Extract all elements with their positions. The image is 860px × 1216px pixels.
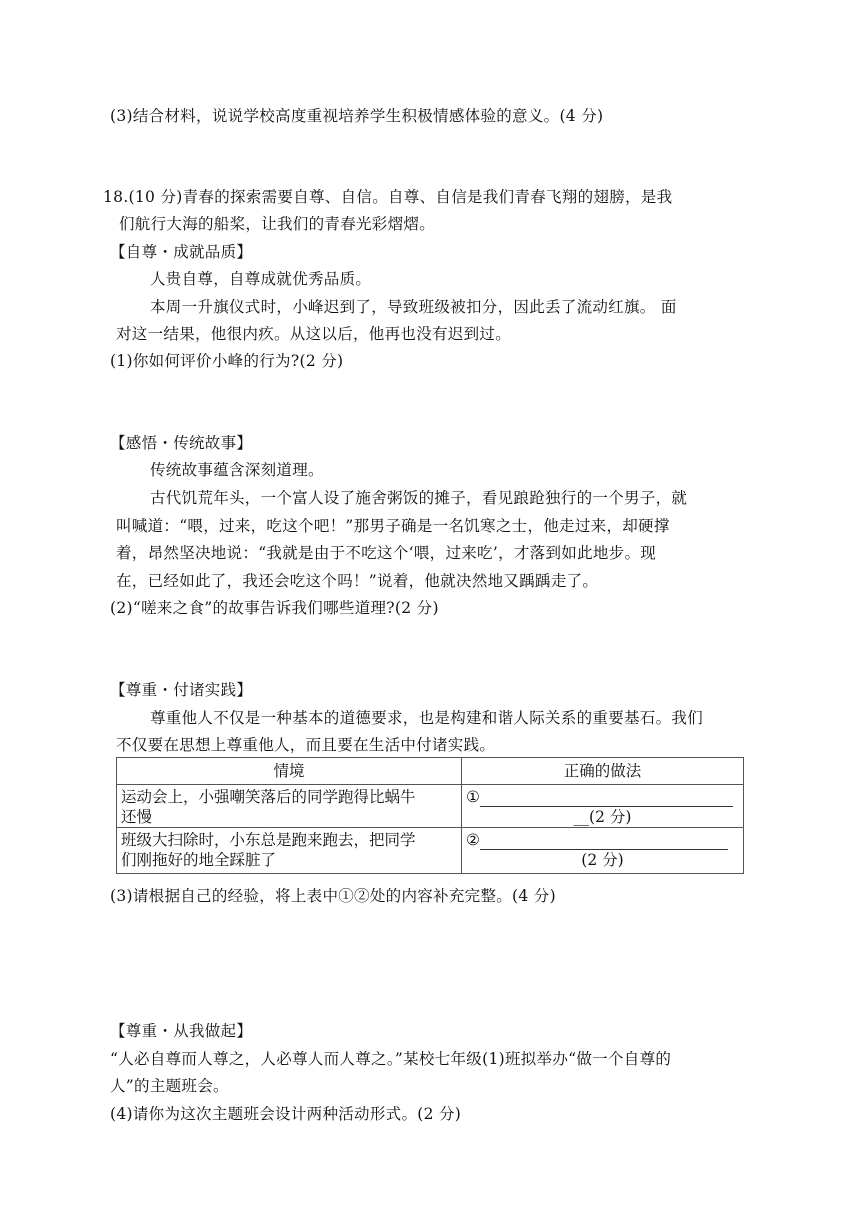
scene-2-line1: 班级大扫除时，小东总是跑来跑去，把同学 (121, 831, 416, 849)
section-heading-traditional-story: 【感悟・传统故事】 (110, 434, 253, 452)
answer-score-2: (2 分) (581, 851, 624, 869)
section-heading-start-with-me: 【尊重・从我做起】 (110, 1022, 253, 1040)
answer-marker-1: ① (466, 788, 480, 806)
table-row (117, 785, 744, 828)
question-18-1: (1)你如何评价小峰的行为?(2 分) (110, 352, 344, 370)
question-17-3: (3)结合材料，说说学校高度重视培养学生积极情感体验的意义。(4 分) (110, 107, 604, 125)
question-18-3: (3)请根据自己的经验，将上表中①②处的内容补充完整。(4 分) (110, 887, 556, 905)
table-cell-scene-2 (117, 828, 462, 874)
answer-blank-1[interactable] (480, 791, 733, 807)
table-header-row (117, 758, 744, 785)
section1-paragraph2-line1: 本周一升旗仪式时，小峰迟到了，导致班级被扣分，因此丢了流动红旗。 面 (150, 298, 677, 316)
practice-table (116, 757, 744, 874)
table-header-practice: 正确的做法 (462, 758, 744, 785)
table-row (117, 828, 744, 874)
scene-1-line2: 还慢 (121, 808, 153, 826)
section3-paragraph1-line1: 尊重他人不仅是一种基本的道德要求，也是构建和谐人际关系的重要基石。我们 (150, 709, 704, 727)
table-cell-answer-1[interactable] (462, 785, 744, 828)
answer-marker-2: ② (466, 831, 480, 849)
section3-paragraph1-line2: 不仅要在思想上尊重他人，而且要在生活中付诸实践。 (116, 736, 496, 754)
section4-paragraph1-line2: 人”的主题班会。 (110, 1077, 229, 1095)
section1-paragraph1: 人贵自尊，自尊成就优秀品质。 (150, 270, 372, 288)
section4-paragraph1-line1: “人必自尊而人尊之，人必尊人而人尊之。”某校七年级(1)班拟举办“做一个自尊的 (110, 1050, 672, 1068)
table-cell-answer-2[interactable] (462, 828, 744, 874)
section1-paragraph2-line2: 对这一结果，他很内疚。从这以后，他再也没有迟到过。 (116, 325, 512, 343)
section2-paragraph2-line3: 着，昂然坚决地说：“我就是由于不吃这个‘喂，过来吃’，才落到如此地步。现 (116, 544, 657, 562)
section2-paragraph2-line2: 叫喊道：“喂，过来，吃这个吧！”那男子确是一名饥寒之士，他走过来，却硬撑 (116, 517, 670, 535)
section2-paragraph2-line4: 在，已经如此了，我还会吃这个吗！”说着，他就决然地又踽踽走了。 (116, 572, 599, 590)
question-18-intro-line2: 们航行大海的船桨，让我们的青春光彩熠熠。 (119, 215, 436, 233)
section2-paragraph2-line1: 古代饥荒年头，一个富人设了施舍粥饭的摊子，看见踉跄独行的一个男子，就 (150, 489, 688, 507)
table-cell-scene-1 (117, 785, 462, 828)
answer-blank-2[interactable] (480, 834, 728, 850)
answer-score-1: __(2 分) (573, 808, 632, 826)
section2-paragraph1: 传统故事蕴含深刻道理。 (150, 461, 324, 479)
scene-2-line2: 们刚拖好的地全踩脏了 (121, 851, 277, 869)
question-18-intro-line1: 18.(10 分)青春的探索需要自尊、自信。自尊、自信是我们青春飞翔的翅膀，是我 (103, 188, 673, 206)
scene-1-line1: 运动会上，小强嘲笑落后的同学跑得比蜗牛 (121, 788, 416, 806)
table-header-scene: 情境 (117, 758, 462, 785)
section-heading-self-respect: 【自尊・成就品质】 (110, 243, 253, 261)
question-18-4: (4)请你为这次主题班会设计两种活动形式。(2 分) (110, 1105, 462, 1123)
question-18-2: (2)“嗟来之食”的故事告诉我们哪些道理?(2 分) (110, 599, 439, 617)
section-heading-respect-practice: 【尊重・付诸实践】 (110, 681, 253, 699)
